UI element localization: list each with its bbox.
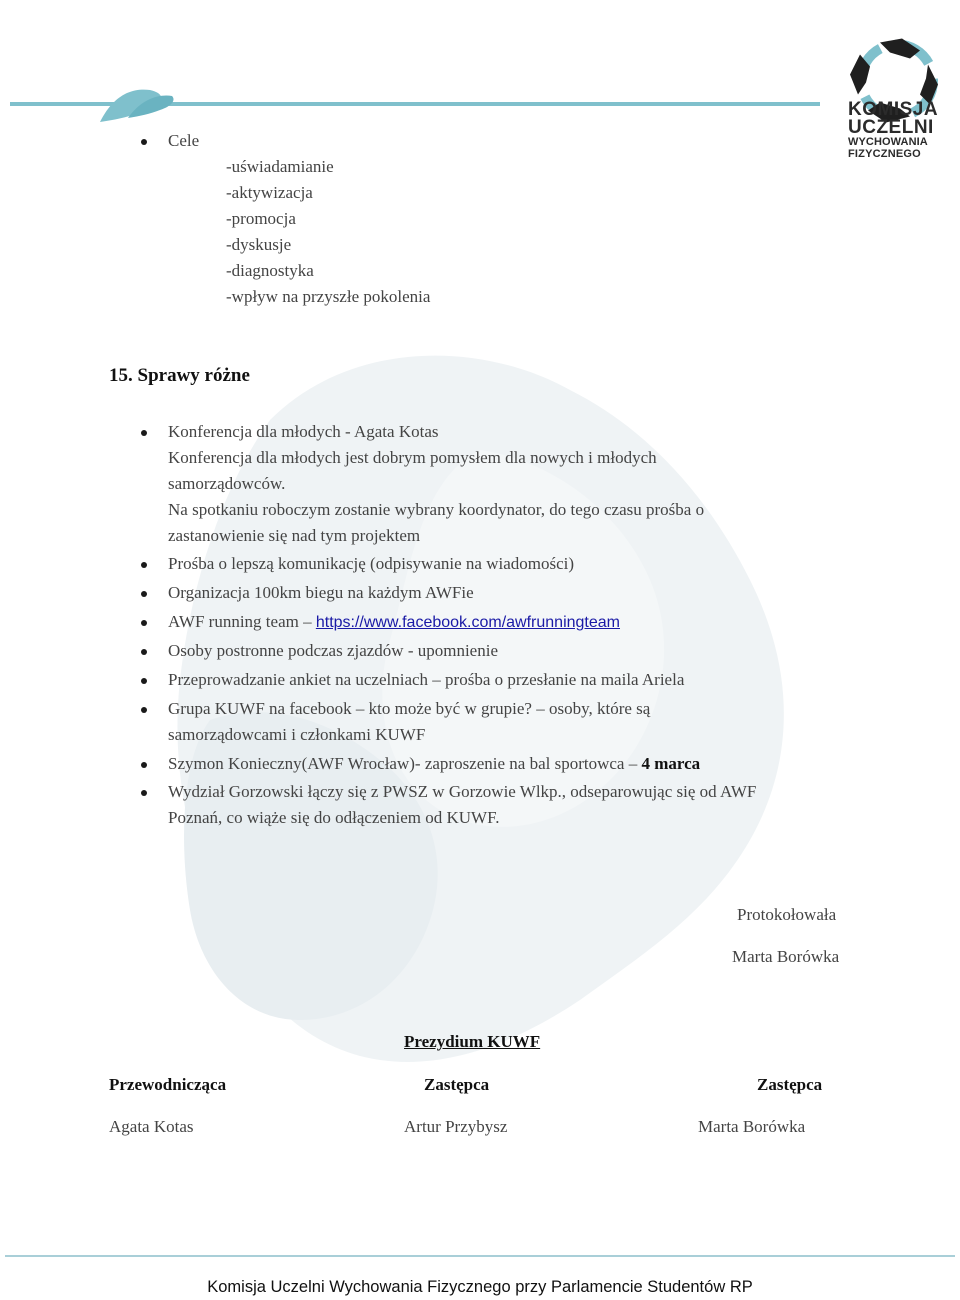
- goal-item: -wpływ na przyszłe pokolenia: [226, 287, 431, 306]
- protocol-label: Protokołowała: [737, 905, 837, 924]
- section-heading: 15. Sprawy różne: [109, 365, 250, 386]
- list-item-text: Przeprowadzanie ankiet na uczelniach – prośba o przesłanie na maila Ariela: [168, 670, 685, 689]
- list-item-text: Na spotkaniu roboczym zostanie wybrany koordynator, do tego czasu prośba o: [168, 500, 705, 519]
- logo-text-wychowania: WYCHOWANIA: [848, 136, 928, 148]
- role-deputy: Zastępca: [424, 1075, 490, 1094]
- list-item-text: Poznań, co wiąże się do odłączeniem od KUWF.: [168, 808, 500, 827]
- name-deputy: Marta Borówka: [698, 1117, 806, 1136]
- goals-label: Cele: [168, 131, 200, 150]
- list-item-text: Grupa KUWF na facebook – kto może być w grupie? – osoby, które są: [168, 699, 651, 718]
- bullet-icon: [141, 678, 147, 684]
- logo-text-uczelni: UCZELNI: [848, 117, 934, 138]
- list-item-text: zastanowienie się nad tym projektem: [168, 526, 421, 545]
- bullet-icon: [141, 620, 147, 626]
- bullet-icon: [141, 707, 147, 713]
- logo-text-komisja: KOMISJA: [848, 99, 939, 120]
- goal-item: -uświadamianie: [226, 157, 334, 176]
- list-item-text: Konferencja dla młodych jest dobrym pomysłem dla nowych i młodych: [168, 448, 657, 467]
- bullet-icon: [141, 762, 147, 768]
- footer-divider: [5, 1255, 955, 1257]
- goal-item: -dyskusje: [226, 235, 292, 254]
- role-chair: Przewodnicząca: [109, 1075, 227, 1094]
- bullet-icon: [141, 430, 147, 436]
- list-item-text: Wydział Gorzowski łączy się z PWSZ w Gorzowie Wlkp., odseparowując się od AWF: [168, 782, 757, 801]
- goal-item: -aktywizacja: [226, 183, 313, 202]
- presidium-title: Prezydium KUWF: [404, 1032, 541, 1051]
- list-item-text: [168, 612, 620, 632]
- invitation-text: Szymon Konieczny(AWF Wrocław)- zaproszenie na bal sportowca –: [168, 754, 642, 773]
- name-deputy: Artur Przybysz: [404, 1117, 508, 1136]
- logo-text-fizycznego: FIZYCZNEGO: [848, 148, 921, 160]
- running-team-label: AWF running team –: [168, 612, 316, 631]
- bullet-icon: [141, 562, 147, 568]
- bullet-icon: [141, 591, 147, 597]
- invitation-date: 4 marca: [641, 754, 701, 773]
- facebook-link[interactable]: https://www.facebook.com/awfrunningteam: [315, 614, 620, 631]
- bullet-icon: [141, 649, 147, 655]
- list-item-text: samorządowcami i członkami KUWF: [168, 725, 426, 744]
- goal-item: -diagnostyka: [226, 261, 314, 280]
- list-item-text: Konferencja dla młodych - Agata Kotas: [168, 422, 439, 441]
- protocol-name: Marta Borówka: [732, 947, 840, 966]
- bullet-icon: [141, 139, 147, 145]
- list-item-text: [168, 754, 700, 774]
- list-item-text: Prośba o lepszą komunikację (odpisywanie na wiadomości): [168, 554, 575, 573]
- name-chair: Agata Kotas: [109, 1117, 194, 1136]
- footer-text: Komisja Uczelni Wychowania Fizycznego przy Parlamencie Studentów RP: [207, 1278, 753, 1296]
- list-item-text: Organizacja 100km biegu na każdym AWFie: [168, 583, 474, 602]
- list-item-text: samorządowców.: [168, 474, 286, 493]
- header-wave-line: [0, 86, 830, 126]
- list-item-text: Osoby postronne podczas zjazdów - upomnienie: [168, 641, 498, 660]
- bullet-icon: [141, 790, 147, 796]
- goal-item: -promocja: [226, 209, 296, 228]
- role-deputy: Zastępca: [757, 1075, 823, 1094]
